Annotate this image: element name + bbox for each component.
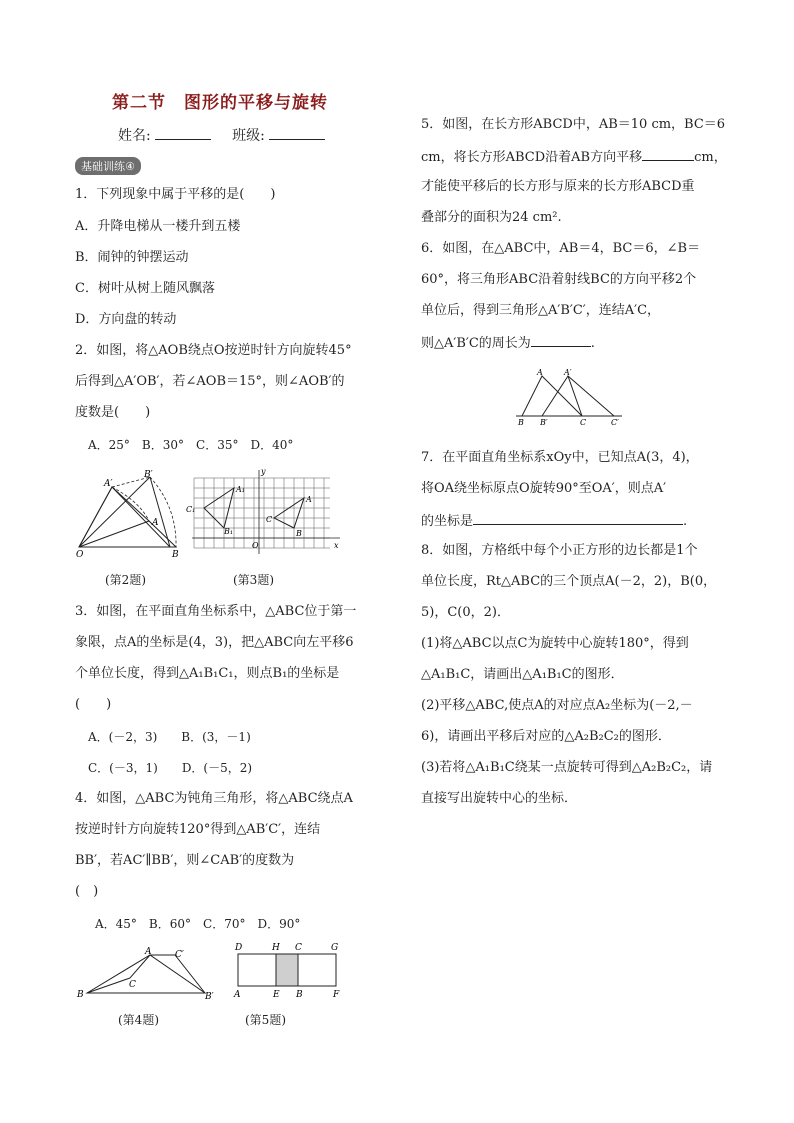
figure-q5 (230, 940, 348, 1002)
label-o: O (252, 541, 259, 550)
q4-options: A．45° B．60° C．70° D．90° (95, 917, 301, 931)
page-title: 第二节 图形的平移与旋转 (112, 93, 328, 113)
q8-line: 5)，C(0，2)． (421, 605, 510, 620)
q8-line: (1)将△ABC以点C为旋转中心旋转180°，得到 (421, 636, 689, 651)
label-a1: A₁ (236, 485, 245, 494)
label-b: B (172, 550, 179, 559)
q6-line: 则△A′B′C的周长为 . (421, 336, 595, 351)
q2-line: 度数是( ) (75, 405, 151, 420)
label-h: H (272, 943, 280, 953)
q1-option: D．方向盘的转动 (75, 312, 177, 327)
q3-line: ( ) (75, 697, 112, 712)
q7-line: 将OA绕坐标原点O旋转90°至OA′，则点A′ (421, 481, 667, 496)
section-tag: 基础训练④ (75, 157, 141, 175)
label-a: A (537, 368, 543, 377)
class-label: 班级: (232, 128, 265, 144)
label-e: E (273, 990, 280, 1000)
label-c: C (580, 418, 587, 426)
label-b-prime: B′ (144, 470, 153, 480)
q8-line: 直接写出旋转中心的坐标． (421, 791, 578, 806)
q5-answer-blank (642, 148, 694, 161)
label-o: O (76, 550, 84, 559)
q1-option: C．树叶从树上随风飘落 (75, 281, 215, 296)
q5-line: 才能使平移后的长方形与原来的长方形ABCD重 (421, 179, 695, 194)
figure-q3 (182, 466, 344, 558)
label-b-prime: B′ (540, 418, 548, 426)
q8-line: (3)若将△A₁B₁C绕某一点旋转可得到△A₂B₂C₂，请 (421, 760, 713, 775)
q3-options: C．(－3，1) D．(－5，2) (88, 761, 253, 775)
q5-line: 5．如图，在长方形ABCD中，AB＝10 cm，BC＝6 (421, 117, 726, 132)
caption-fig4: (第4题) (118, 1013, 159, 1027)
q8-line: △A₁B₁C，请画出△A₁B₁C的图形． (421, 667, 624, 682)
figure-q6 (510, 364, 630, 426)
label-g: G (331, 943, 339, 953)
q4-line: BB′，若AC′∥BB′，则∠CAB′的度数为 (75, 853, 295, 868)
label-b-prime: B′ (205, 992, 214, 1002)
label-b: B (518, 418, 524, 426)
label-c-prime: C′ (611, 418, 619, 426)
q3-line: 个单位长度，得到△A₁B₁C₁，则点B₁的坐标是 (75, 666, 340, 681)
label-a: A (234, 990, 241, 1000)
q6-line: 单位后，得到三角形△A′B′C′，连结A′C， (421, 303, 661, 318)
q7-line: 的坐标是 . (421, 514, 688, 529)
q7-answer-blank (473, 512, 683, 525)
label-b: B (296, 529, 302, 538)
label-a-prime: A′ (104, 479, 113, 489)
q3-options: A．(－2，3) B．(3，－1) (88, 730, 251, 744)
figure-q2 (72, 467, 187, 559)
label-f: F (333, 990, 340, 1000)
q3-line: 象限，点A的坐标是(4，3)，把△ABC向左平移6 (75, 635, 354, 650)
q8-line: (2)平移△ABC,使点A的对应点A₂坐标为(－2,－ (421, 698, 693, 713)
label-b1: B₁ (224, 527, 234, 536)
q6-answer-blank (531, 334, 591, 347)
label-c-prime: C′ (175, 950, 184, 960)
label-a: A (145, 947, 152, 957)
class-blank (269, 127, 325, 140)
q4-line: ( ) (75, 884, 99, 899)
q1-option: B．闹钟的钟摆运动 (75, 250, 189, 265)
label-a: A (152, 518, 159, 528)
q2-line: 后得到△A′OB′，若∠AOB＝15°，则∠AOB′的 (75, 374, 345, 389)
q8-line: 8．如图，方格纸中每个小正方形的边长都是1个 (421, 543, 698, 558)
label-a-prime: A′ (564, 368, 572, 377)
figure-q4 (75, 945, 220, 1003)
name-blank (155, 127, 211, 140)
label-c1: C₁ (186, 505, 196, 514)
name-label: 姓名: (118, 128, 151, 144)
caption-fig3: (第3题) (233, 573, 274, 587)
q4-line: 按逆时针方向旋转120°得到△AB′C′，连结 (75, 822, 321, 837)
q7-line: 7．在平面直角坐标系xOy中，已知点A(3，4)， (421, 450, 699, 465)
name-class-row (118, 127, 325, 144)
label-d: D (235, 943, 243, 953)
q5-line: 叠部分的面积为24 cm². (421, 210, 562, 225)
q6-line: 60°，将三角形ABC沿着射线BC的方向平移2个 (421, 272, 697, 287)
label-c: C (295, 943, 302, 953)
label-b: B (77, 990, 84, 1000)
label-a: A (306, 495, 312, 504)
label-c: C (266, 515, 273, 524)
label-x: x (334, 541, 339, 550)
label-y: y (261, 467, 266, 476)
q3-line: 3．如图，在平面直角坐标系中，△ABC位于第一 (75, 604, 357, 619)
q5-line: cm，将长方形ABCD沿着AB方向平移 cm， (421, 150, 727, 165)
q1-option: A．升降电梯从一楼升到五楼 (75, 219, 241, 234)
label-c: C (129, 980, 136, 990)
q2-line: 2．如图，将△AOB绕点O按逆时针方向旋转45° (75, 343, 352, 358)
q8-line: 单位长度，Rt△ABC的三个顶点A(－2，2)，B(0， (421, 574, 717, 589)
q2-options: A．25° B．30° C．35° D．40° (88, 438, 294, 452)
label-b: B (296, 990, 303, 1000)
caption-fig5: (第5题) (245, 1013, 286, 1027)
caption-fig2: (第2题) (105, 573, 146, 587)
q8-line: 6)，请画出平移后对应的△A₂B₂C₂的图形． (421, 729, 671, 744)
q4-line: 4．如图，△ABC为钝角三角形，将△ABC绕点A (75, 791, 353, 806)
q6-line: 6．如图，在△ABC中，AB＝4，BC＝6，∠B＝ (421, 241, 701, 256)
q1-stem: 1．下列现象中属于平移的是( ) (75, 187, 276, 202)
